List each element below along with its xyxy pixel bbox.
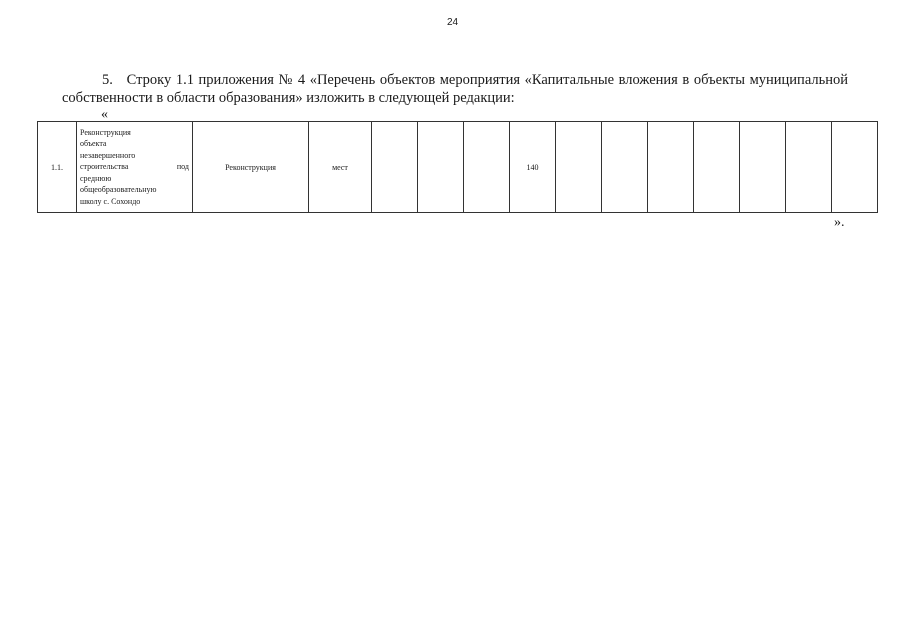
value-cell [694,122,740,213]
object-name-line: Реконструкция [80,127,131,137]
value-cell [786,122,832,213]
value-cell [648,122,694,213]
table-row [38,122,878,213]
value-cell [464,122,510,213]
row-number-cell: 1.1. [38,122,77,213]
closing-quote: ». [834,215,845,230]
value-cell [602,122,648,213]
amendment-paragraph: 5. Строку 1.1 приложения № 4 «Перечень объектов мероприятия «Капитальные вложения в объекты муниципальной собственности в области образования» изложить в следующей редакции: [62,72,848,106]
unit-cell: мест [309,122,372,213]
value-cell [418,122,464,213]
object-name-line: незавершенного [80,150,136,160]
page-number: 24 [446,17,459,28]
object-name-line: общеобразовательную [80,185,157,195]
object-name-line: объекта [80,139,107,149]
opening-quote: « [101,107,108,122]
value-cell [556,122,602,213]
capacity-value-cell: 140 [510,122,556,213]
objects-table [37,121,878,213]
value-cell [740,122,786,213]
object-name-line: среднюю [80,173,112,183]
value-cell [372,122,418,213]
value-cell [832,122,878,213]
object-name-line [80,161,189,173]
object-name-line: школу с. Сохондо [80,196,141,206]
object-name-word: под [176,162,189,172]
object-name-cell [77,122,193,213]
object-name-word: строительства [80,162,129,172]
work-type-cell: Реконструкция [193,122,309,213]
